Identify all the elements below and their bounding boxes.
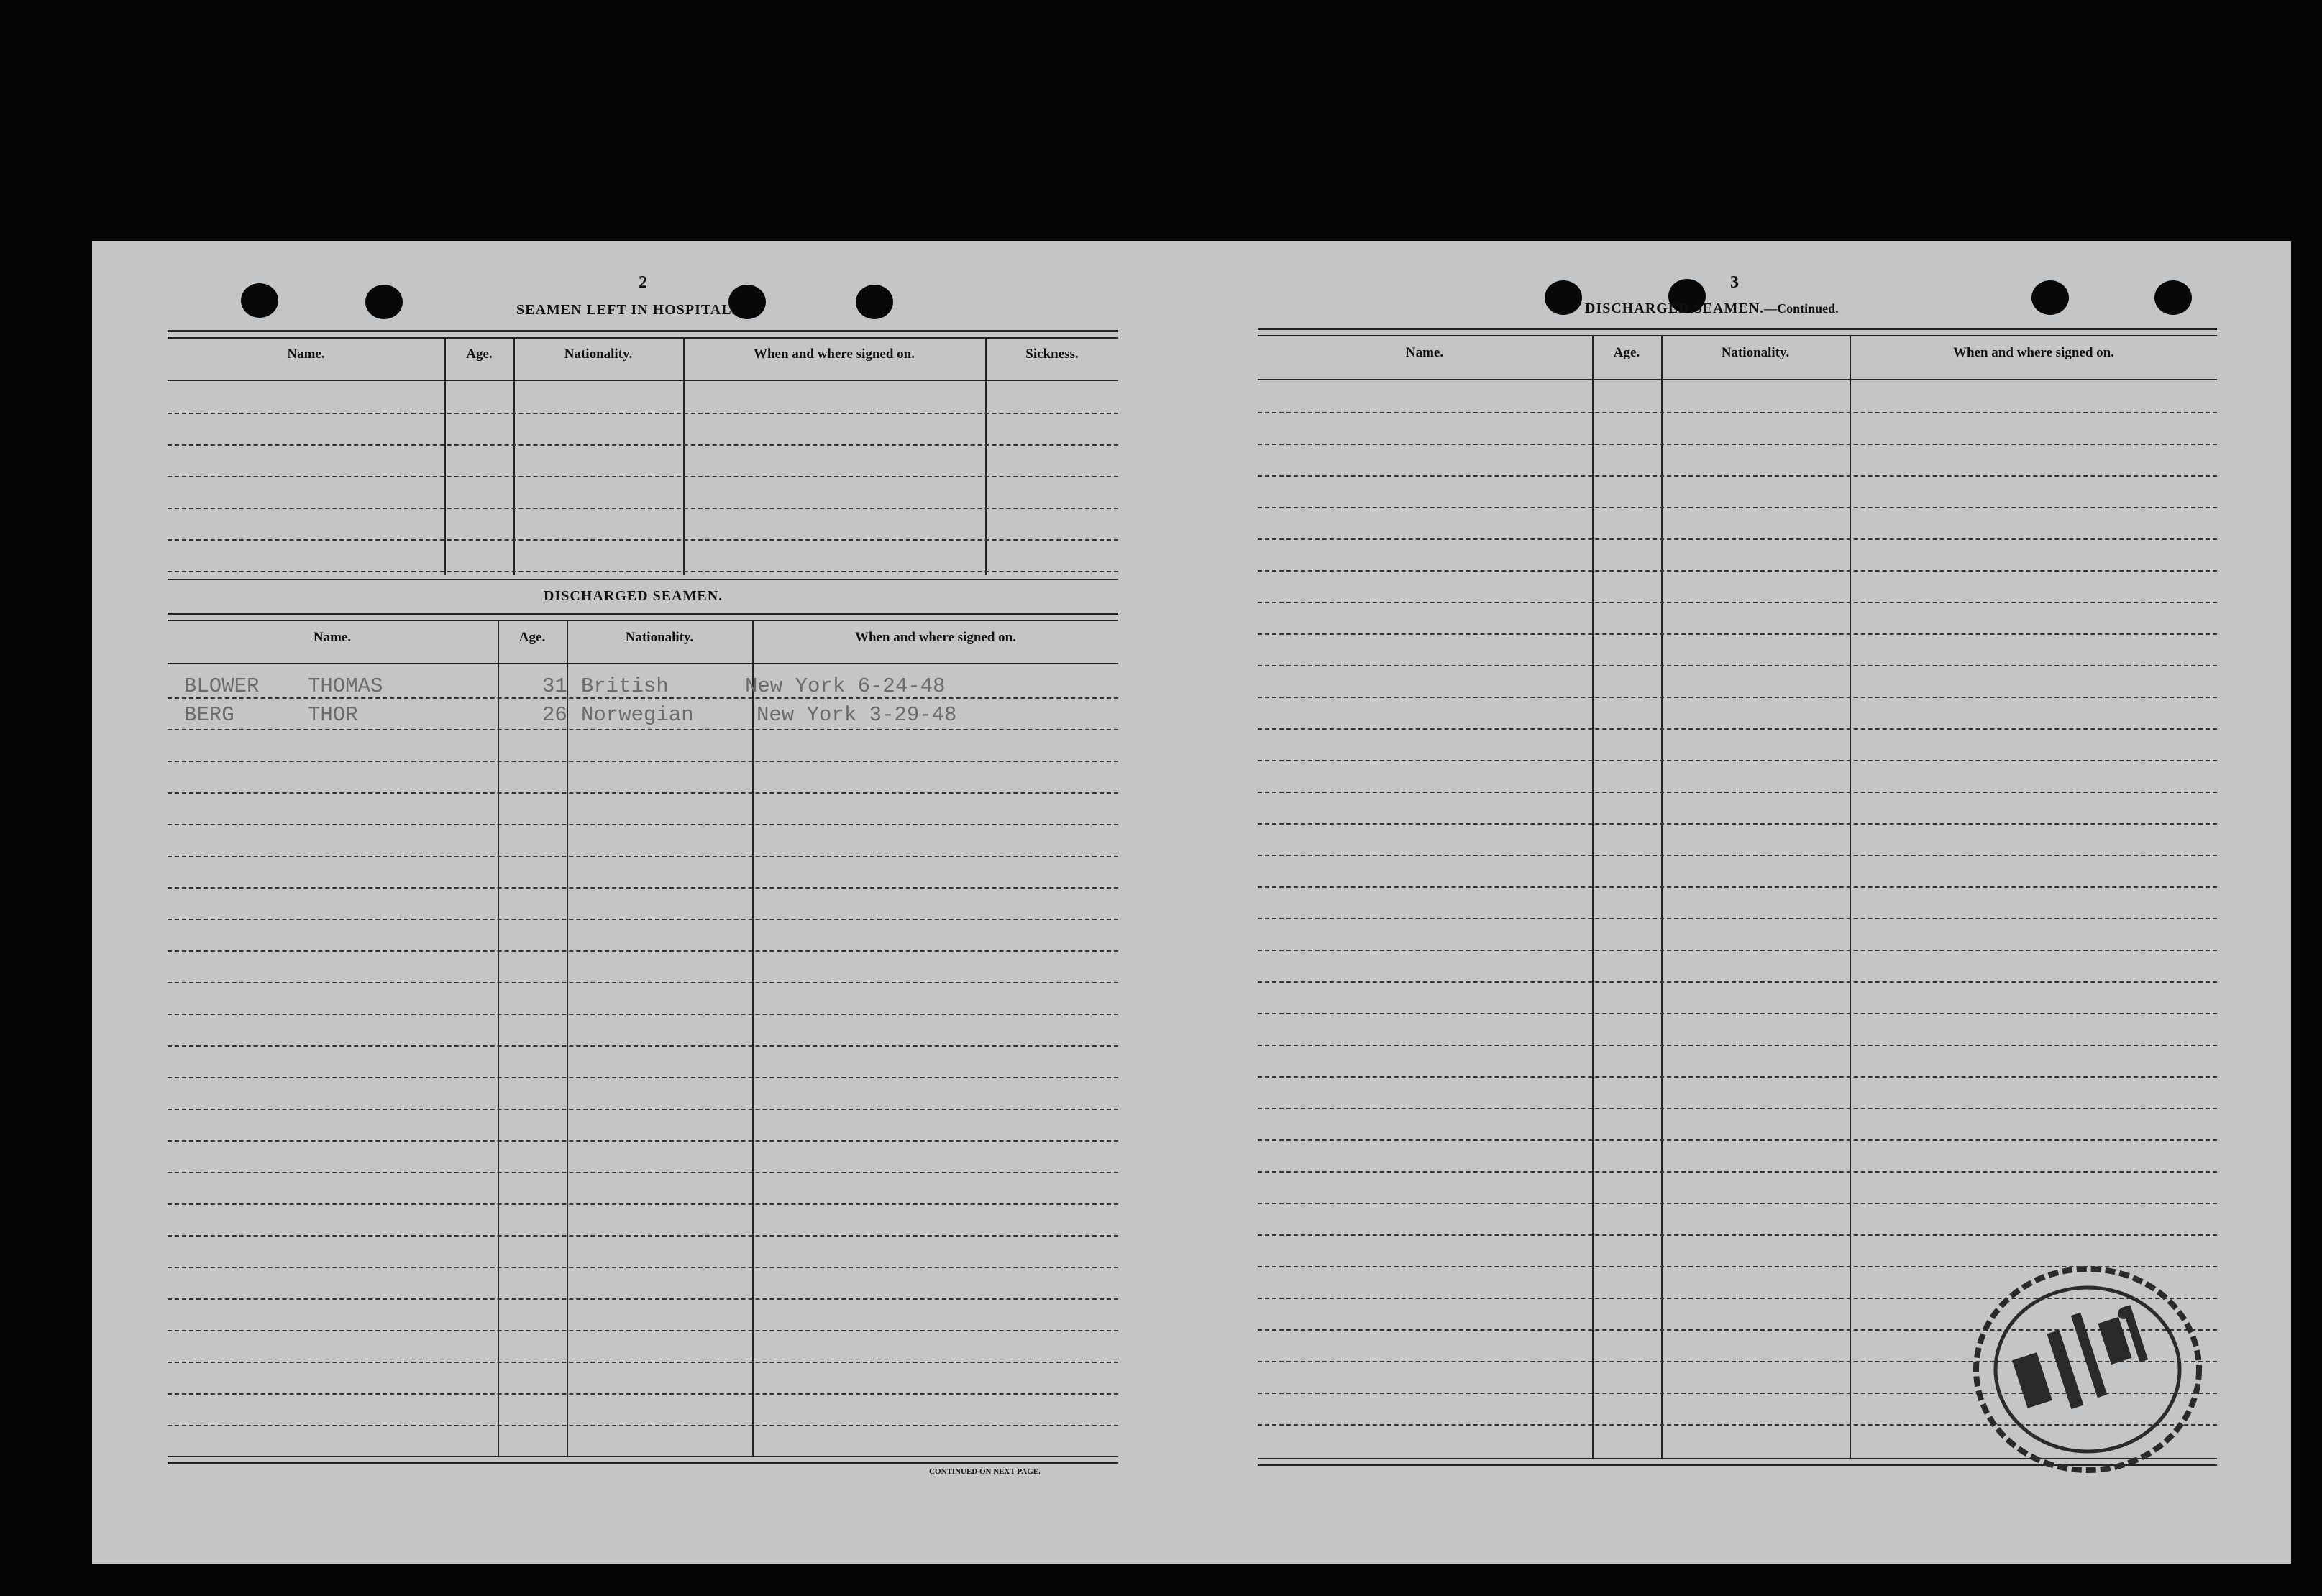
row-rule bbox=[168, 856, 1118, 857]
row-rule bbox=[168, 1267, 1118, 1268]
title-main: DISCHARGED SEAMEN. bbox=[1585, 301, 1765, 316]
page-number-left: 2 bbox=[639, 273, 647, 292]
row-rule bbox=[1258, 1076, 2217, 1078]
hospital-col-nationality-header: Nationality. bbox=[564, 347, 633, 362]
row-rule bbox=[168, 413, 1118, 414]
row-rule bbox=[1258, 444, 2217, 445]
rule bbox=[1258, 335, 2217, 336]
row-rule bbox=[1258, 855, 2217, 856]
discharged-section-title: DISCHARGED SEAMEN. bbox=[544, 588, 723, 604]
row-rule bbox=[1258, 950, 2217, 951]
row-rule bbox=[1258, 570, 2217, 572]
document-sheet bbox=[92, 241, 2291, 1564]
row-rule bbox=[168, 1235, 1118, 1237]
rule bbox=[168, 1462, 1118, 1464]
circular-stamp-icon bbox=[1969, 1262, 2206, 1477]
punch-hole-icon bbox=[241, 283, 278, 318]
discharged-continued-title bbox=[1585, 301, 1839, 317]
discharged-col-signed-on-header: When and where signed on. bbox=[854, 630, 1016, 645]
punch-hole-icon bbox=[2031, 280, 2069, 315]
row-rule bbox=[1258, 1139, 2217, 1141]
page-number-right: 3 bbox=[1730, 273, 1739, 292]
rule bbox=[168, 613, 1118, 615]
row-rule bbox=[1258, 792, 2217, 793]
punch-hole-icon bbox=[1545, 280, 1582, 315]
row-rule bbox=[1258, 1045, 2217, 1046]
row-rule bbox=[168, 539, 1118, 541]
row-rule bbox=[1258, 1108, 2217, 1109]
row-rule bbox=[168, 1077, 1118, 1078]
row-rule bbox=[1258, 823, 2217, 825]
seaman-age: 26 bbox=[542, 703, 567, 727]
seaman-signed-on: New York 6-24-48 bbox=[745, 674, 946, 698]
column-rule bbox=[1592, 335, 1594, 1458]
hospital-col-name-header: Name. bbox=[287, 347, 325, 362]
title-suffix: —Continued. bbox=[1764, 301, 1839, 316]
row-rule bbox=[1258, 886, 2217, 888]
discharged-col-age-header: Age. bbox=[518, 630, 546, 645]
row-rule bbox=[168, 476, 1118, 477]
hospital-col-sickness-header: Sickness. bbox=[1025, 347, 1079, 362]
row-rule bbox=[168, 444, 1118, 446]
row-rule bbox=[1258, 1203, 2217, 1204]
row-rule bbox=[1258, 1171, 2217, 1173]
hospital-section-title: SEAMEN LEFT IN HOSPITAL. bbox=[516, 302, 736, 318]
seaman-surname: BERG bbox=[184, 703, 234, 727]
row-rule bbox=[1258, 665, 2217, 666]
punch-hole-icon bbox=[856, 285, 893, 319]
right-col-name-header: Name. bbox=[1405, 345, 1444, 360]
row-rule bbox=[168, 919, 1118, 920]
row-rule bbox=[1258, 728, 2217, 730]
row-rule bbox=[1258, 602, 2217, 603]
row-rule bbox=[168, 1362, 1118, 1363]
row-rule bbox=[168, 1140, 1118, 1142]
row-rule bbox=[168, 508, 1118, 509]
discharged-col-name-header: Name. bbox=[313, 630, 352, 645]
hospital-col-age-header: Age. bbox=[466, 347, 493, 362]
row-rule bbox=[1258, 760, 2217, 761]
row-rule bbox=[168, 1425, 1118, 1426]
header-rule bbox=[168, 663, 1118, 664]
row-rule bbox=[168, 982, 1118, 983]
seaman-nationality: Norwegian bbox=[581, 703, 694, 727]
punch-hole-icon bbox=[2154, 280, 2192, 315]
rule bbox=[168, 579, 1118, 580]
row-rule bbox=[168, 1203, 1118, 1205]
seaman-nationality: British bbox=[581, 674, 669, 698]
rule bbox=[168, 620, 1118, 621]
rule bbox=[1258, 328, 2217, 330]
row-rule bbox=[168, 824, 1118, 825]
rule bbox=[168, 337, 1118, 339]
header-rule bbox=[1258, 379, 2217, 380]
row-rule bbox=[1258, 412, 2217, 413]
rule bbox=[168, 1456, 1118, 1457]
right-col-age-header: Age. bbox=[1613, 345, 1640, 360]
row-rule bbox=[1258, 918, 2217, 919]
row-rule bbox=[168, 887, 1118, 889]
row-rule bbox=[168, 1014, 1118, 1015]
right-col-signed-on-header: When and where signed on. bbox=[1952, 345, 2114, 360]
column-rule bbox=[1661, 335, 1663, 1458]
row-rule bbox=[1258, 538, 2217, 540]
rule bbox=[168, 330, 1118, 332]
seaman-given-name: THOR bbox=[308, 703, 358, 727]
seaman-surname: BLOWER bbox=[184, 674, 260, 698]
row-rule bbox=[1258, 1234, 2217, 1236]
column-rule bbox=[1850, 335, 1851, 1458]
row-rule bbox=[168, 1172, 1118, 1173]
seaman-given-name: THOMAS bbox=[308, 674, 383, 698]
row-rule bbox=[168, 1109, 1118, 1110]
row-rule bbox=[168, 729, 1118, 730]
right-col-nationality-header: Nationality. bbox=[1721, 345, 1790, 360]
punch-hole-icon bbox=[365, 285, 403, 319]
row-rule bbox=[168, 571, 1118, 572]
row-rule bbox=[1258, 697, 2217, 698]
row-rule bbox=[168, 792, 1118, 794]
hospital-col-signed-on-header: When and where signed on. bbox=[753, 347, 915, 362]
continued-footer: CONTINUED ON NEXT PAGE. bbox=[929, 1467, 1041, 1476]
row-rule bbox=[1258, 981, 2217, 983]
discharged-col-nationality-header: Nationality. bbox=[625, 630, 694, 645]
seaman-signed-on: New York 3-29-48 bbox=[757, 703, 957, 727]
row-rule bbox=[1258, 475, 2217, 477]
seaman-age: 31 bbox=[542, 674, 567, 698]
row-rule bbox=[1258, 507, 2217, 508]
row-rule bbox=[168, 1393, 1118, 1395]
row-rule bbox=[1258, 1013, 2217, 1014]
row-rule bbox=[168, 1298, 1118, 1300]
row-rule bbox=[168, 1330, 1118, 1331]
row-rule bbox=[1258, 633, 2217, 635]
row-rule bbox=[168, 761, 1118, 762]
header-rule bbox=[168, 380, 1118, 381]
row-rule bbox=[168, 1045, 1118, 1047]
row-rule bbox=[168, 950, 1118, 952]
